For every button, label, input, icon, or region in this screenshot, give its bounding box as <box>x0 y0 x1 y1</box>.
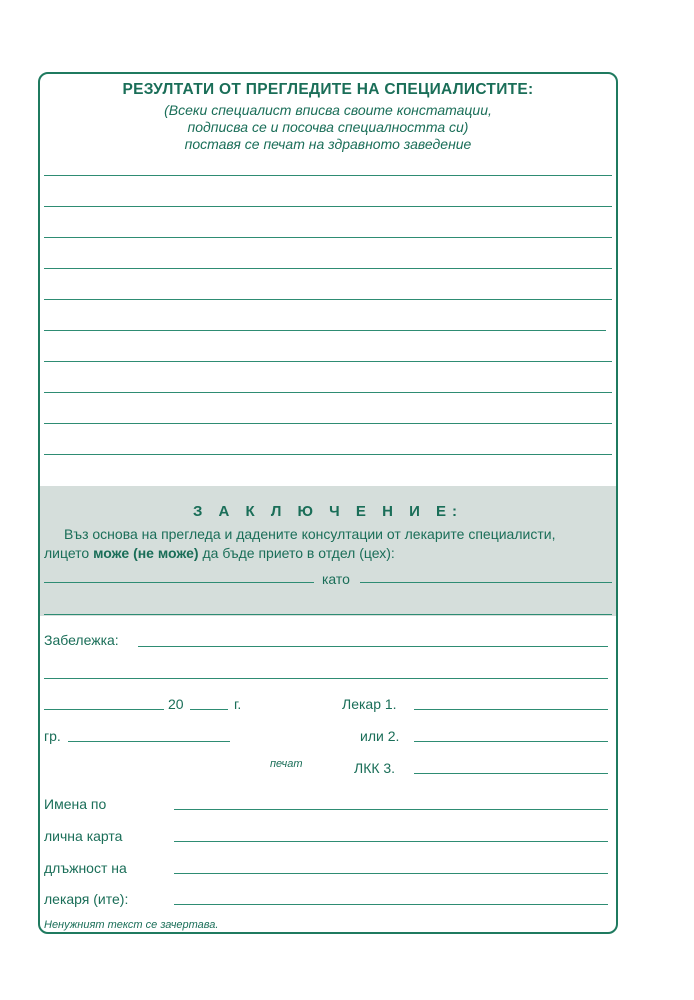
note-line[interactable] <box>44 678 608 679</box>
names-line[interactable] <box>174 873 608 874</box>
results-line[interactable] <box>44 237 612 238</box>
doctor-1-line[interactable] <box>414 709 608 710</box>
names-line[interactable] <box>174 904 608 905</box>
results-line[interactable] <box>44 206 612 207</box>
year-line[interactable] <box>190 709 228 710</box>
names-label-4: лекаря (ите): <box>44 891 129 907</box>
date-line[interactable] <box>44 709 164 710</box>
city-line[interactable] <box>68 741 230 742</box>
results-instruction-3: поставя се печат на здравното заведение <box>184 136 472 152</box>
city-label: гр. <box>44 728 61 744</box>
doctor-2-line[interactable] <box>414 741 608 742</box>
results-instruction-1: (Всеки специалист вписва своите констатации, <box>164 102 492 118</box>
kato-label: като <box>322 571 350 587</box>
department-line[interactable] <box>44 582 314 583</box>
may-may-not-text: може (не може) <box>93 545 199 561</box>
results-instruction-2: подписва се и посочва специалността си) <box>187 119 469 135</box>
conclusion-text-1: Въз основа на прегледа и дадените консултации от лекарите специалисти, <box>64 526 556 542</box>
doctor-3-line[interactable] <box>414 773 608 774</box>
doctor-3-label: ЛКК 3. <box>354 760 396 776</box>
footnote: Ненужният текст се зачертава. <box>44 919 219 931</box>
year-prefix: 20 <box>168 696 184 712</box>
conclusion-text-2-pre: лицето <box>44 545 94 561</box>
note-line[interactable] <box>138 646 608 647</box>
results-line[interactable] <box>44 392 612 393</box>
position-line[interactable] <box>360 582 612 583</box>
results-line[interactable] <box>44 268 612 269</box>
conclusion-line[interactable] <box>44 614 612 615</box>
names-label-2: лична карта <box>44 828 123 844</box>
names-label-3: длъжност на <box>44 860 127 876</box>
results-title: РЕЗУЛТАТИ ОТ ПРЕГЛЕДИТЕ НА СПЕЦИАЛИСТИТЕ: <box>122 81 534 98</box>
names-label-1: Имена по <box>44 796 107 812</box>
conclusion-title: З А К Л Ю Ч Е Н И Е: <box>192 503 464 520</box>
results-line[interactable] <box>44 361 612 362</box>
doctor-2-label: или 2. <box>360 728 400 744</box>
results-line[interactable] <box>44 175 612 176</box>
results-line[interactable] <box>44 423 612 424</box>
conclusion-text-2 <box>44 545 395 561</box>
names-line[interactable] <box>174 841 608 842</box>
stamp-label: печат <box>270 758 303 770</box>
form-frame <box>38 72 618 934</box>
year-suffix: г. <box>234 696 242 712</box>
results-line[interactable] <box>44 330 606 331</box>
conclusion-text-2-post: да бъде прието в отдел (цех): <box>198 545 395 561</box>
results-line[interactable] <box>44 299 612 300</box>
results-line[interactable] <box>44 454 612 455</box>
note-label: Забележка: <box>44 632 119 648</box>
names-line[interactable] <box>174 809 608 810</box>
doctor-1-label: Лекар 1. <box>342 696 397 712</box>
